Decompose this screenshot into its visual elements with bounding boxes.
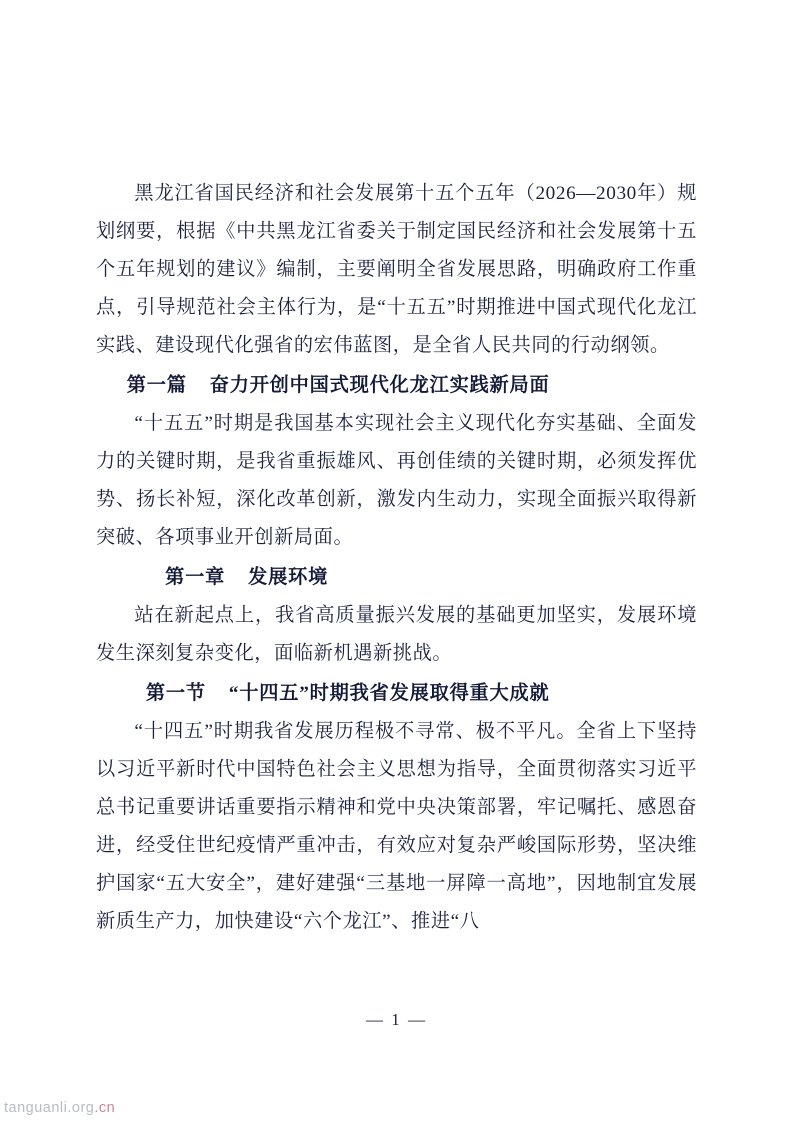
heading-section-one-label: 第一节 — [145, 683, 206, 704]
watermark-text: tanguanli.org — [4, 1100, 95, 1116]
heading-part-one-title: 奋力开创中国式现代化龙江实践新局面 — [209, 375, 550, 396]
section-one-paragraph: “十四五”时期我省发展历程极不寻常、极不平凡。全省上下坚持以习近平新时代中国特色社会主义思想为指导，全面贯彻落实习近平总书记重要讲话重要指示精神和党中央决策部署，牢记嘱托、感恩奋进，经受住世纪疫情严重冲击，有效应对复杂严峻国际形势，坚决维护国家“五大安全”，建好建强“三基地一屏障一高地”，因地制宜发展新质生产力，加快建设“六个龙江”、推进“八 — [96, 721, 697, 932]
heading-chapter-one-title: 发展环境 — [248, 567, 329, 588]
intro-paragraph: 黑龙江省国民经济和社会发展第十五个五年（2026—2030年）规划纲要，根据《中共黑龙江省委关于制定国民经济和社会发展第十五个五年规划的建议》编制，主要阐明全省发展思路，明确政府工作重点，引导规范社会主体行为，是“十五五”时期推进中国式现代化龙江实践、建设现代化强省的宏伟蓝图，是全省人民共同的行动纲领。 — [96, 183, 697, 356]
part-one-paragraph: “十五五”时期是我国基本实现社会主义现代化夯实基础、全面发力的关键时期，是我省重振雄风、再创佳绩的关键时期，必须发挥优势、扬长补短，深化改革创新，激发内生动力，实现全面振兴取得新突破、各项事业开创新局面。 — [96, 413, 697, 548]
heading-chapter-one — [96, 559, 697, 597]
heading-section-one-title: “十四五”时期我省发展取得重大成就 — [228, 683, 550, 704]
page-number: — 1 — — [366, 1010, 427, 1029]
chapter-one-paragraph: 站在新起点上，我省高质量振兴发展的基础更加坚实，发展环境发生深刻复杂变化，面临新机遇新挑战。 — [96, 605, 697, 664]
heading-section-one — [96, 675, 697, 713]
heading-part-one-label: 第一篇 — [126, 375, 187, 396]
watermark — [4, 1100, 115, 1116]
watermark-suffix: .cn — [94, 1100, 116, 1116]
heading-chapter-one-label: 第一章 — [165, 567, 226, 588]
heading-part-one — [96, 367, 697, 405]
